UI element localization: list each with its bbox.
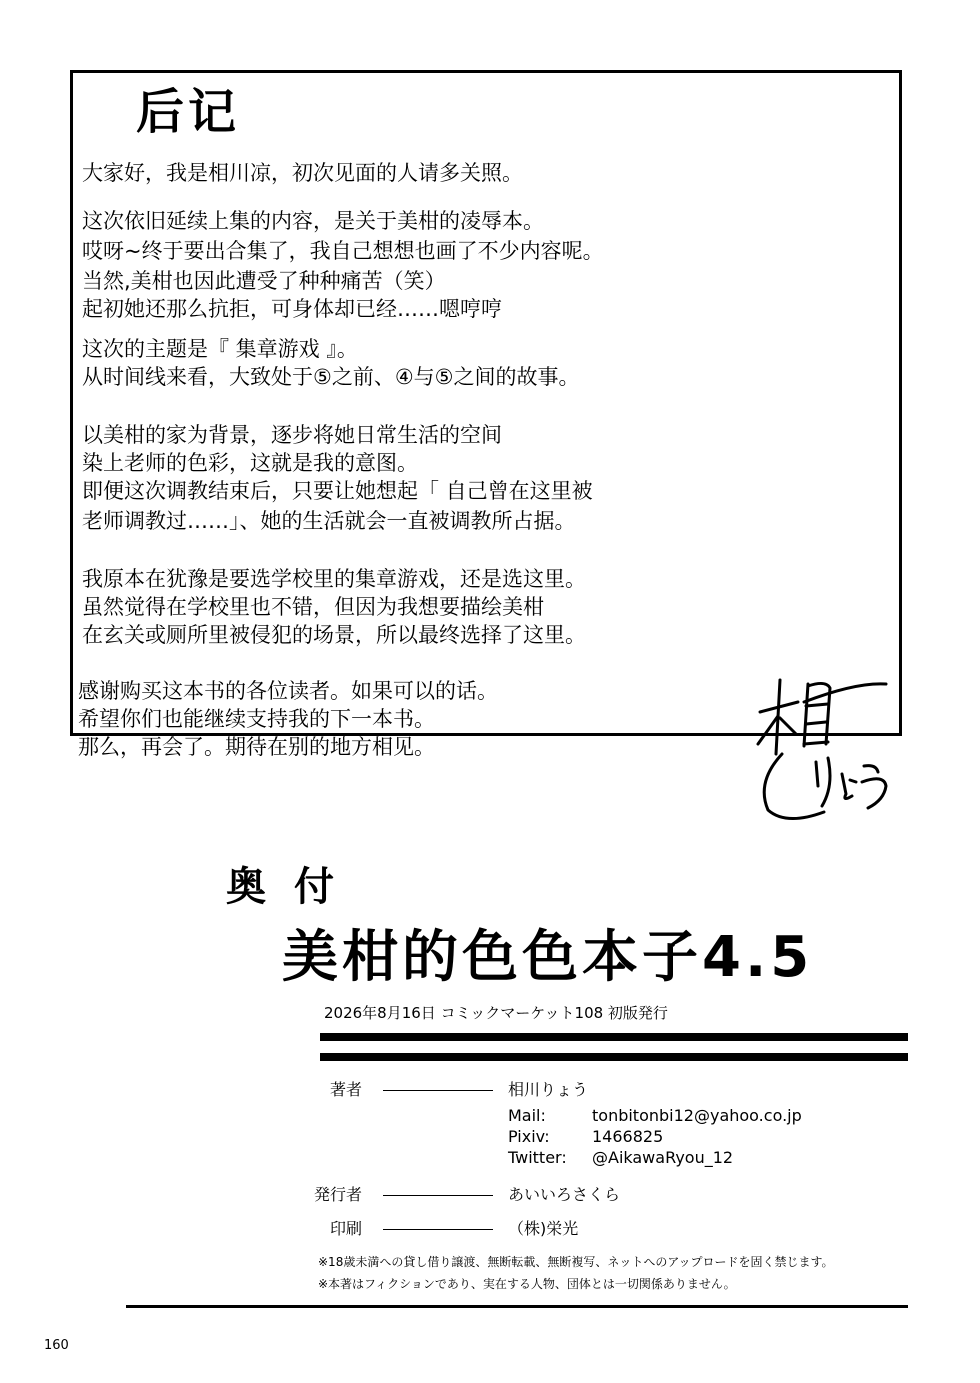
divider: [320, 1033, 908, 1041]
afterword-line: 老师调教过……」、她的生活就会一直被调教所占据。: [82, 509, 576, 533]
afterword-line: 当然,美柑也因此遭受了种种痛苦（笑）: [82, 269, 446, 293]
contact-value: 1466825: [592, 1127, 664, 1146]
contact-key: Pixiv:: [508, 1127, 550, 1146]
afterword-line: 虽然觉得在学校里也不错，但因为我想要描绘美柑: [82, 595, 544, 619]
afterword-title: 后记: [136, 84, 241, 140]
contact-value: @AikawaRyou_12: [592, 1148, 734, 1167]
printer-label: 印刷: [330, 1219, 363, 1238]
afterword-line: 感谢购买这本书的各位读者。如果可以的话。: [78, 679, 498, 703]
leader-line: [383, 1090, 493, 1091]
afterword-line: 起初她还那么抗拒，可身体却已经……嗯哼哼: [82, 297, 502, 321]
afterword-line: 即便这次调教结束后，只要让她想起「 自己曾在这里被: [82, 479, 593, 503]
afterword-line: 那么，再会了。期待在别的地方相见。: [78, 735, 435, 759]
release-info: 2026年8月16日 コミックマーケット108 初版発行: [324, 1004, 668, 1022]
leader-line: [383, 1195, 493, 1196]
afterword-line: 在玄关或厕所里被侵犯的场景，所以最终选择了这里。: [82, 623, 586, 647]
author-name: 相川りょう: [508, 1080, 589, 1099]
legal-notice: ※本著はフィクションであり、実在する人物、団体とは一切関係ありません。: [318, 1277, 736, 1291]
afterword-line: 大家好，我是相川凉，初次见面的人请多关照。: [82, 161, 523, 185]
legal-notice: ※18歳未満への貸し借り譲渡、無断転載、無断複写、ネットへのアップロードを固く禁じます。: [318, 1255, 834, 1269]
afterword-line: 以美柑的家为背景，逐步将她日常生活的空间: [82, 423, 502, 447]
publisher-label: 発行者: [314, 1185, 363, 1204]
colophon-heading: 奥付: [226, 864, 362, 910]
afterword-line: 希望你们也能继续支持我的下一本书。: [78, 707, 435, 731]
afterword-line: 我原本在犹豫是要选学校里的集章游戏，还是选这里。: [82, 567, 586, 591]
author-signature: [746, 662, 906, 832]
divider: [320, 1053, 908, 1061]
afterword-line: 哎呀~终于要出合集了，我自己想想也画了不少内容呢。: [82, 239, 604, 263]
contact-key: Twitter:: [508, 1148, 567, 1167]
book-title: 美柑的色色本子4.5: [282, 925, 814, 990]
afterword-line: 这次依旧延续上集的内容，是关于美柑的凌辱本。: [82, 209, 544, 233]
page-number: 160: [44, 1338, 69, 1353]
afterword-line: 染上老师的色彩，这就是我的意图。: [82, 451, 418, 475]
contact-key: Mail:: [508, 1106, 546, 1125]
contact-value: tonbitonbi12@yahoo.co.jp: [592, 1106, 802, 1125]
footer-divider: [126, 1305, 908, 1308]
printer-name: （株)栄光: [508, 1219, 579, 1238]
leader-line: [383, 1229, 493, 1230]
author-label: 著者: [330, 1080, 363, 1099]
afterword-line: 这次的主题是『 集章游戏 』。: [82, 337, 358, 361]
publisher-name: あいいろさくら: [508, 1185, 621, 1204]
afterword-line: 从时间线来看，大致处于⑤之前、④与⑤之间的故事。: [82, 365, 580, 389]
